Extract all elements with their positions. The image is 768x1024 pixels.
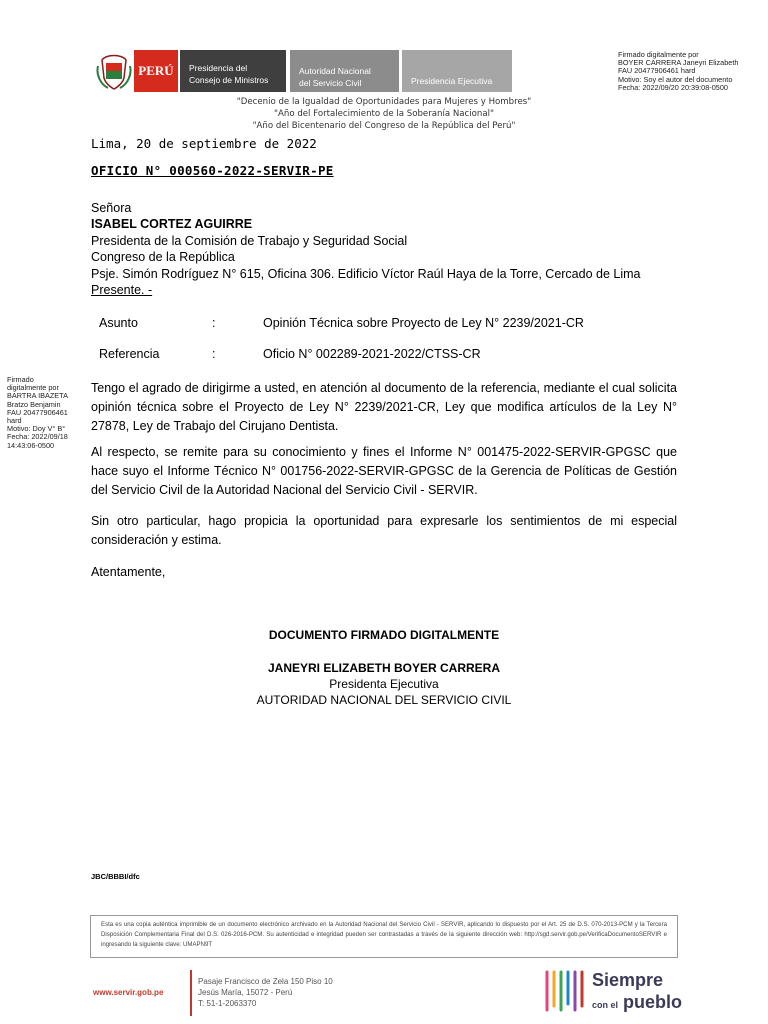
body-paragraph-1: Tengo el agrado de dirigirme a usted, en atención al documento de la referencia, mediante el cual solicita opinión técnica sobre el Proyecto de Ley N° 2239/2021-CR, Ley que modifica artículos de la Ley N° 27878, Ley de Trabajo del Cirujano Dentista. — [91, 381, 677, 433]
addressee-name: ISABEL CORTEZ AGUIRRE — [91, 217, 253, 231]
slogan-con-el-pueblo: con el pueblo — [592, 992, 683, 1012]
presente: Presente. - — [91, 283, 153, 297]
body-paragraph-2: Al respecto, se remite para su conocimiento y fines el Informe N° 001475-2022-SERVIR-GPGSC que hace suyo el Informe Técnico N° 001756-2022-SERVIR-GPGSC de la Gerencia de Políticas de Gestión del Servicio Civil de la Autoridad Nacional del Servicio Civil - SERVIR. — [91, 445, 677, 497]
website-link[interactable]: www.servir.gob.pe — [93, 988, 164, 997]
initials: JBC/BBBI/dfc — [91, 872, 140, 881]
closing: Atentamente, — [91, 565, 166, 579]
referencia-colon: : — [212, 347, 216, 361]
addressee-address: Psje. Simón Rodríguez N° 615, Oficina 306. Edificio Víctor Raúl Haya de la Torre, Cercado de Lima — [91, 267, 641, 281]
header-pcm-box: Presidencia del Consejo de Ministros — [180, 50, 286, 92]
oficio-number: OFICIO N° 000560-2022-SERVIR-PE — [91, 163, 334, 178]
salutation: Señora — [91, 201, 132, 215]
signer-title: Presidenta Ejecutiva — [329, 677, 439, 691]
addressee-role: Presidenta de la Comisión de Trabajo y Seguridad Social — [91, 234, 408, 248]
digital-signature-top: Firmado digitalmente por BOYER CARRERA Janeyri Elizabeth FAU 20477906461 hard Motivo: Soy el autor del documento Fecha: 2022/09/20 20:39:08-0500 — [618, 50, 739, 92]
header-presidencia-box: Presidencia Ejecutiva — [402, 50, 512, 92]
doc-signed-label: DOCUMENTO FIRMADO DIGITALMENTE — [268, 628, 500, 642]
slogan-siempre: Siempre — [592, 970, 664, 990]
footer-address: Pasaje Francisco de Zela 150 Piso 10 Jesús María, 15072 - Perú T: 51-1-2063370 — [198, 977, 333, 1008]
siempre-logo-icon — [543, 968, 585, 1014]
referencia-value: Oficio N° 002289-2021-2022/CTSS-CR — [263, 347, 481, 361]
signer-entity: AUTORIDAD NACIONAL DEL SERVICIO CIVIL — [256, 693, 512, 707]
asunto-label: Asunto — [99, 316, 138, 330]
body-paragraph-3: Sin otro particular, hago propicia la oportunidad para expresarle los sentimientos de mi especial consideración y estima. — [91, 514, 677, 547]
verification-notice: Esta es una copia auténtica imprimible de un documento electrónico archivado en la Autoridad Nacional del Servicio Civil - SERVIR, aplicando lo dispuesto por el Art. 25 de D.S. 070-2013-PCM y la Tercera Disposición Complementaria Final del D.S. 026-2016-PCM. Su autenticidad e integridad pueden ser contrastadas a través de la siguiente dirección web: http://sgd.servir.gob.pe/VerificaDocumentoSERVIR e ingresando la siguiente clave: UMAPN9T — [90, 915, 678, 958]
footer-divider — [190, 970, 192, 1016]
document-date: Lima, 20 de septiembre de 2022 — [91, 136, 317, 151]
signer-name: JANEYRI ELIZABETH BOYER CARRERA — [267, 661, 501, 675]
digital-signature-left: Firmado digitalmente por BARTRA IBAZETA Bratzo Benjamin FAU 20477906461 hard Motivo: Doy V° B° Fecha: 2022/09/18 14:43:06-0500 — [7, 375, 68, 450]
asunto-value: Opinión Técnica sobre Proyecto de Ley N° 2239/2021-CR — [263, 316, 584, 330]
addressee-org: Congreso de la República — [91, 250, 235, 264]
decenio-mottos: "Decenio de la Igualdad de Oportunidades para Mujeres y Hombres" "Año del Fortalecimiento de la Soberanía Nacional" "Año del Bicentenario del Congreso de la República del Perú" — [236, 97, 532, 131]
peru-coat-of-arms-icon — [96, 52, 132, 92]
peru-label: PERÚ — [134, 50, 178, 92]
referencia-label: Referencia — [99, 347, 160, 361]
header-servir-box: Autoridad Nacional del Servicio Civil — [290, 50, 399, 92]
asunto-colon: : — [212, 316, 216, 330]
